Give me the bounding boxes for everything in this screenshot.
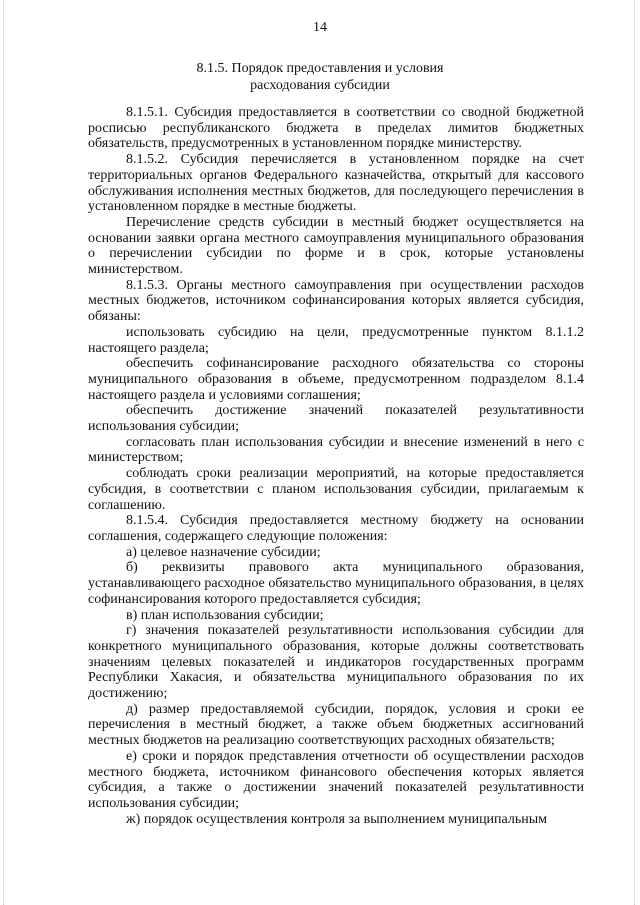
paragraph: обеспечить достижение значений показателей результативности использования субсидии;	[88, 403, 584, 435]
scan-edge-right	[634, 0, 636, 905]
paragraph: 8.1.5.3. Органы местного самоуправления при осуществлении расходов местных бюджетов, источником софинансирования которых является субсидия, обязаны:	[88, 277, 584, 325]
paragraph: обеспечить софинансирование расходного обязательства со стороны муниципального образования в объеме, предусмотренном подразделом 8.1.4 настоящего раздела и условиями соглашения;	[88, 356, 584, 403]
paragraph: а) целевое назначение субсидии;	[126, 544, 321, 560]
paragraph: б) реквизиты правового акта муниципального образования, устанавливающего расходное обязательство муниципального образования, в целях софинансирования которого предоставляется субсидия;	[88, 560, 584, 607]
paragraph: в) план использования субсидии;	[126, 607, 324, 623]
paragraph: 8.1.5.2. Субсидия перечисляется в установленном порядке на счет территориальных органов Федерального казначейства, открытый для кассового обслуживания исполнения местных бюджетов, для последующего перечисления в установленном порядке в местные бюджеты.	[88, 152, 584, 215]
paragraph: е) сроки и порядок представления отчетности об осуществлении расходов местного бюджета, источником финансового обеспечения которых является субсидия, а также о достижении значений показателей результативности использования субсидии;	[88, 748, 584, 811]
scan-edge-left	[3, 0, 5, 905]
paragraph: Перечисление средств субсидии в местный бюджет осуществляется на основании заявки органа местного самоуправления муниципального образования о перечислении субсидии по форме и в срок, которые установлены министерством.	[88, 214, 584, 278]
paragraph: д) размер предоставляемой субсидии, порядок, условия и сроки ее перечисления в местный бюджет, а также объем бюджетных ассигнований местных бюджетов на реализацию соответствующих расходных обязательств;	[88, 701, 584, 749]
section-heading	[0, 60, 640, 94]
paragraph: согласовать план использования субсидии и внесение изменений в него с министерством;	[88, 434, 584, 466]
document-body	[88, 105, 584, 827]
paragraph: соблюдать сроки реализации мероприятий, на которые предоставляется субсидия, в соответствии с планом использования субсидии, прилагаемым к соглашению.	[88, 466, 584, 513]
paragraph: 8.1.5.1. Субсидия предоставляется в соответствии со сводной бюджетной росписью республиканского бюджета в пределах лимитов бюджетных обязательств, предусмотренных в установленном порядке министерству.	[88, 105, 584, 152]
section-heading-line-1: 8.1.5. Порядок предоставления и условия	[196, 61, 444, 76]
paragraph: использовать субсидию на цели, предусмотренные пунктом 8.1.1.2 настоящего раздела;	[88, 324, 584, 356]
paragraph: 8.1.5.4. Субсидия предоставляется местному бюджету на основании соглашения, содержащего следующие положения:	[88, 513, 584, 544]
paragraph: г) значения показателей результативности использования субсидии для конкретного муниципального образования, которые должны соответствовать значениям целевых показателей и индикаторов государственных программ Республики Хакасия, и обязательства муниципального образования по их достижению;	[88, 623, 584, 702]
paragraph: ж) порядок осуществления контроля за выполнением муниципальным	[126, 811, 548, 827]
section-heading-line-2: расходования субсидии	[250, 78, 390, 93]
page-number: 14	[313, 20, 327, 35]
